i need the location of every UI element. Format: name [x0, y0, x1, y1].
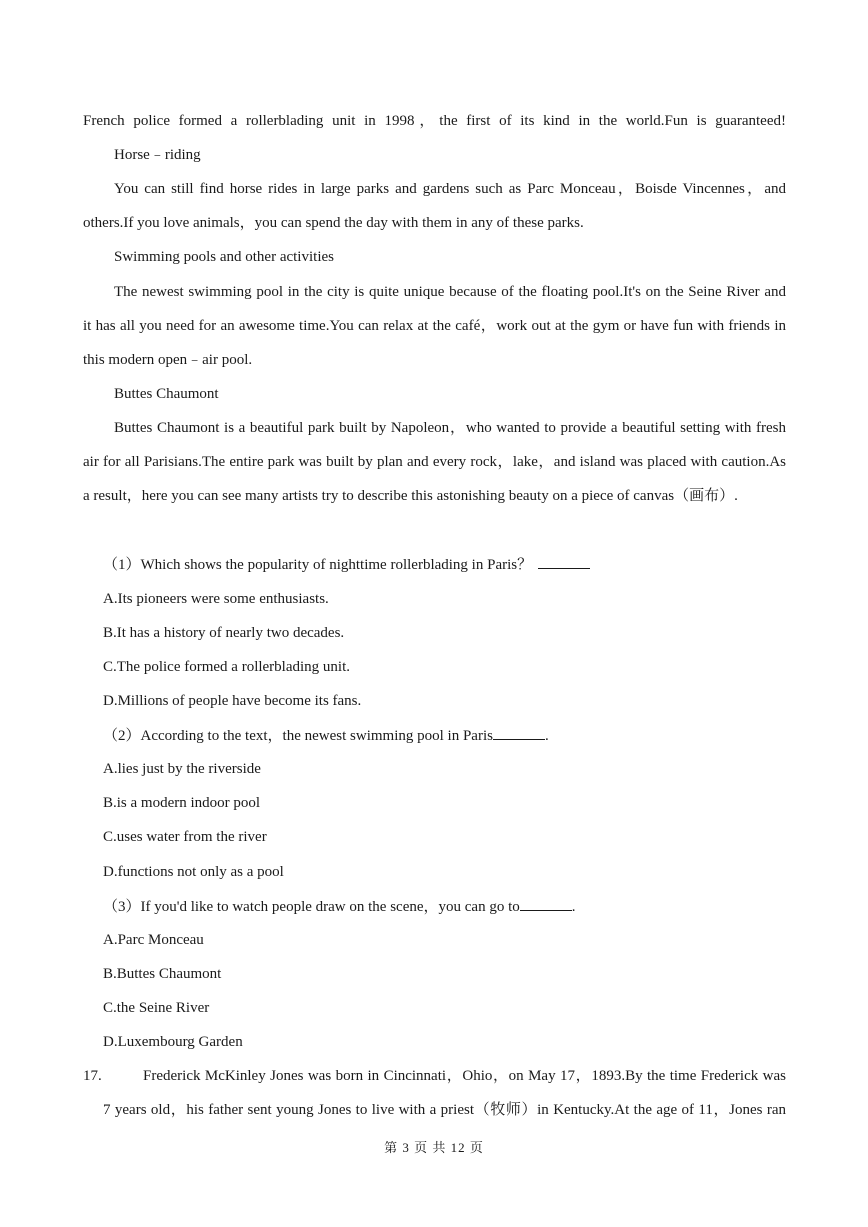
question-2-option-c: C.uses water from the river [103, 829, 267, 845]
question-2-option-a: A.lies just by the riverside [103, 761, 261, 777]
question-17-line: 7 years old，his father sent young Jones to live with a priest（牧师）in Kentucky.At the age of 11，Jones ran [103, 1102, 786, 1118]
passage-line: it has all you need for an awesome time.You can relax at the café，work out at the gym or have fun with friends in [83, 318, 786, 334]
passage-line: The newest swimming pool in the city is quite unique because of the floating pool.It's on the Seine River and [114, 284, 786, 300]
question-3-stem: （3）If you'd like to watch people draw on the scene，you can go to . [103, 896, 786, 917]
page-footer: 第 3 页 共 12 页 [384, 1140, 484, 1155]
section-heading-swimming-pools: Swimming pools and other activities [114, 249, 334, 265]
question-1-option-a: A.Its pioneers were some enthusiasts. [103, 591, 329, 607]
passage-line: Buttes Chaumont is a beautiful park built by Napoleon，who wanted to provide a beautiful setting with fresh [114, 420, 786, 436]
answer-blank[interactable] [520, 896, 572, 911]
answer-blank[interactable] [538, 554, 590, 569]
question-1-option-d: D.Millions of people have become its fans. [103, 693, 362, 709]
passage-line: others.If you love animals，you can spend the day with them in any of these parks. [83, 215, 584, 231]
question-1-option-b: B.It has a history of nearly two decades. [103, 625, 345, 641]
question-3-option-c: C.the Seine River [103, 1000, 210, 1016]
question-1-stem: （1）Which shows the popularity of nighttime rollerblading in Paris？ [103, 554, 786, 575]
question-3-option-a: A.Parc Monceau [103, 932, 204, 948]
question-3-option-b: B.Buttes Chaumont [103, 966, 222, 982]
question-2-option-d: D.functions not only as a pool [103, 864, 284, 880]
passage-line: a result，here you can see many artists try to describe this astonishing beauty on a piece of canvas（画布）. [83, 488, 738, 504]
question-3-option-d: D.Luxembourg Garden [103, 1034, 243, 1050]
question-1-option-c: C.The police formed a rollerblading unit. [103, 659, 351, 675]
passage-line: this modern open﹣air pool. [83, 352, 253, 368]
answer-blank[interactable] [493, 725, 545, 740]
passage-line: French police formed a rollerblading unit in 1998，the first of its kind in the world.Fun is guaranteed! [83, 113, 786, 129]
question-2-stem: （2）According to the text，the newest swimming pool in Paris . [103, 725, 786, 746]
section-heading-horse-riding: Horse﹣riding [114, 147, 201, 163]
question-17-line: Frederick McKinley Jones was born in Cincinnati，Ohio，on May 17，1893.By the time Frederick was [143, 1068, 786, 1084]
section-heading-buttes-chaumont: Buttes Chaumont [114, 386, 219, 402]
passage-line: air for all Parisians.The entire park was built by plan and every rock，lake，and island was placed with caution.As [83, 454, 786, 470]
question-2-option-b: B.is a modern indoor pool [103, 795, 261, 811]
passage-line: You can still find horse rides in large parks and gardens such as Parc Monceau，Boisde Vincennes，and [114, 181, 786, 197]
question-17-number: 17. [83, 1068, 102, 1084]
